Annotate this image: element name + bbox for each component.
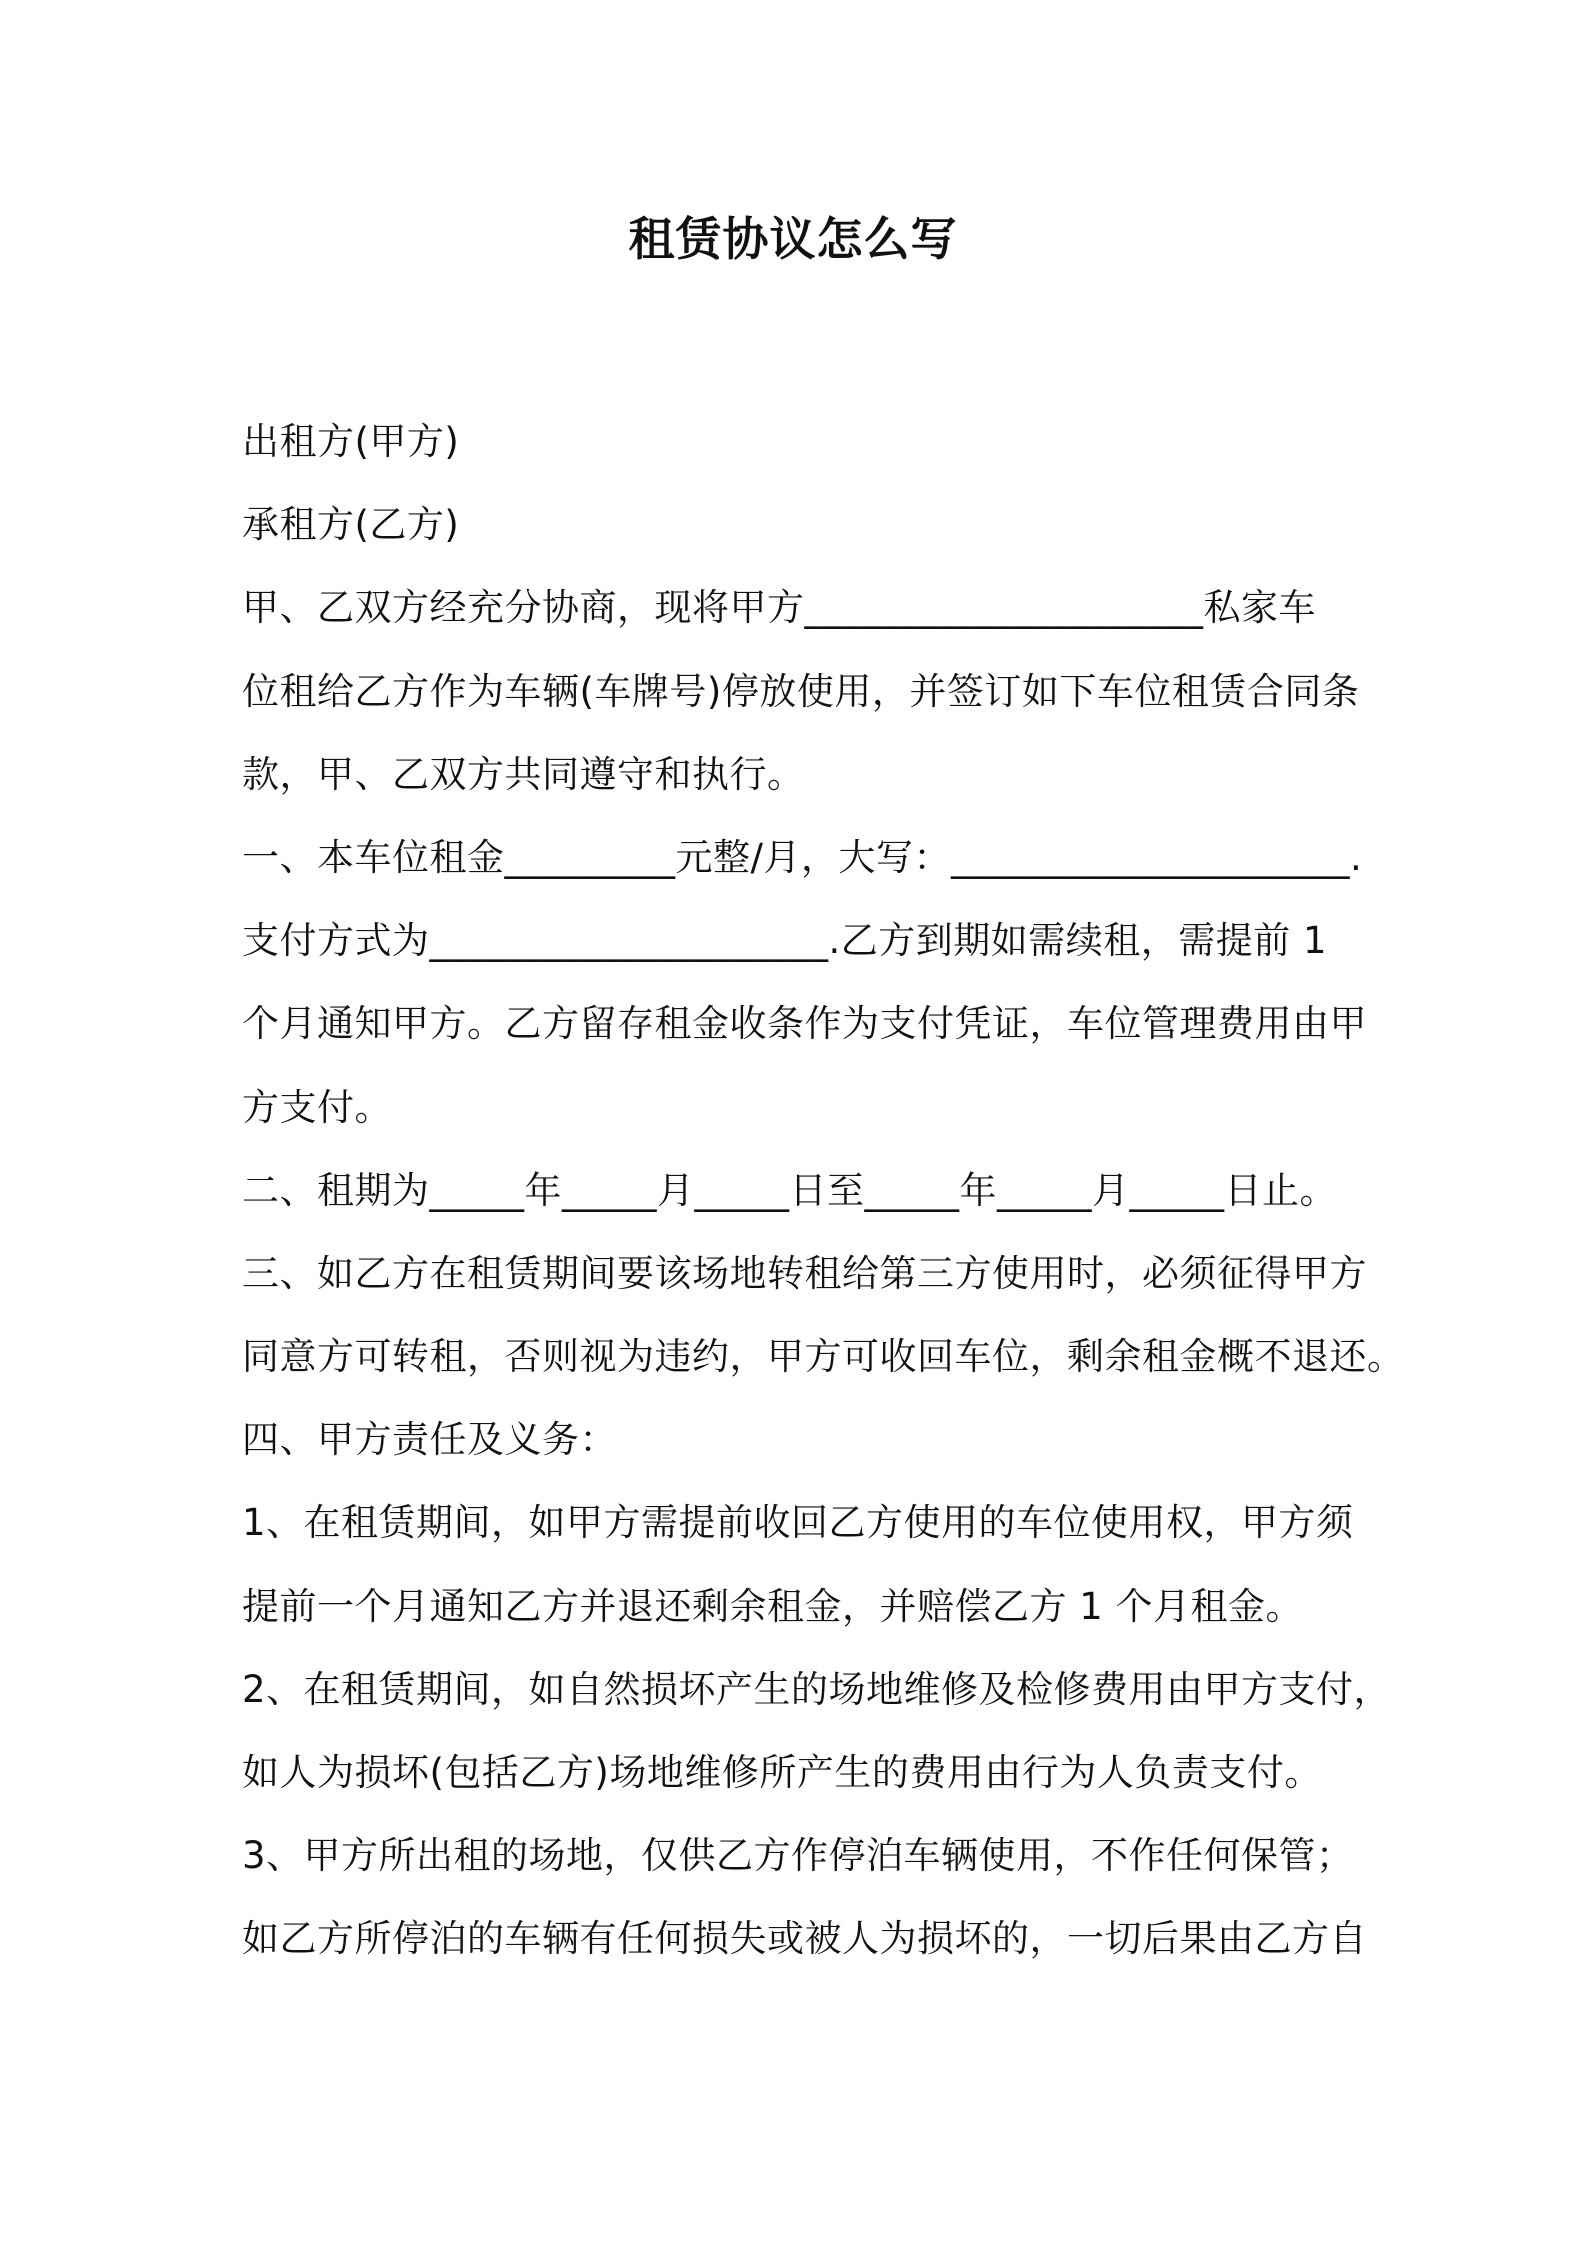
text-line: 如人为损坏(包括乙方)场地维修所产生的费用由行为人负责支付。: [242, 1751, 1322, 1794]
text-line: 款，甲、乙双方共同遵守和执行。: [242, 752, 805, 796]
text-line: 四、甲方责任及义务：: [242, 1418, 617, 1462]
text-line: 三、如乙方在租赁期间要该场地转租给第三方使用时，必须征得甲方: [242, 1251, 1367, 1295]
text-line: 承租方(乙方): [242, 503, 460, 547]
document-body: [242, 400, 1405, 1981]
text-line: 同意方可转租，否则视为违约，甲方可收回车位，剩余租金概不退还。: [242, 1335, 1405, 1379]
text-line: 3、甲方所出租的场地，仅供乙方作停泊车辆使用，不作任何保管；: [242, 1834, 1354, 1878]
document-title: 租赁协议怎么写: [628, 212, 958, 266]
text-line: 如乙方所停泊的车辆有任何损失或被人为损坏的，一切后果由乙方自: [242, 1917, 1367, 1961]
text-line: 支付方式为_____________________.乙方到期如需续租，需提前 1: [242, 919, 1328, 963]
text-line: 位租给乙方作为车辆(车牌号)停放使用，并签订如下车位租赁合同条: [242, 669, 1360, 713]
text-line: 出租方(甲方): [242, 420, 460, 463]
text-line: 方支付。: [242, 1085, 392, 1129]
text-line: 甲、乙双方经充分协商，现将甲方_____________________私家车: [242, 586, 1316, 630]
text-line: 个月通知甲方。乙方留存租金收条作为支付凭证，车位管理费用由甲: [242, 1002, 1367, 1046]
text-line: 2、在租赁期间，如自然损坏产生的场地维修及检修费用由甲方支付，: [242, 1667, 1392, 1711]
text-line: 一、本车位租金_________元整/月，大写：_____________________.: [242, 835, 1363, 879]
text-line: 二、租期为_____年_____月_____日至_____年_____月_____日止。: [242, 1168, 1337, 1212]
text-line: 1、在租赁期间，如甲方需提前收回乙方使用的车位使用权，甲方须: [242, 1501, 1354, 1545]
text-line: 提前一个月通知乙方并退还剩余租金，并赔偿乙方 1 个月租金。: [242, 1584, 1304, 1628]
